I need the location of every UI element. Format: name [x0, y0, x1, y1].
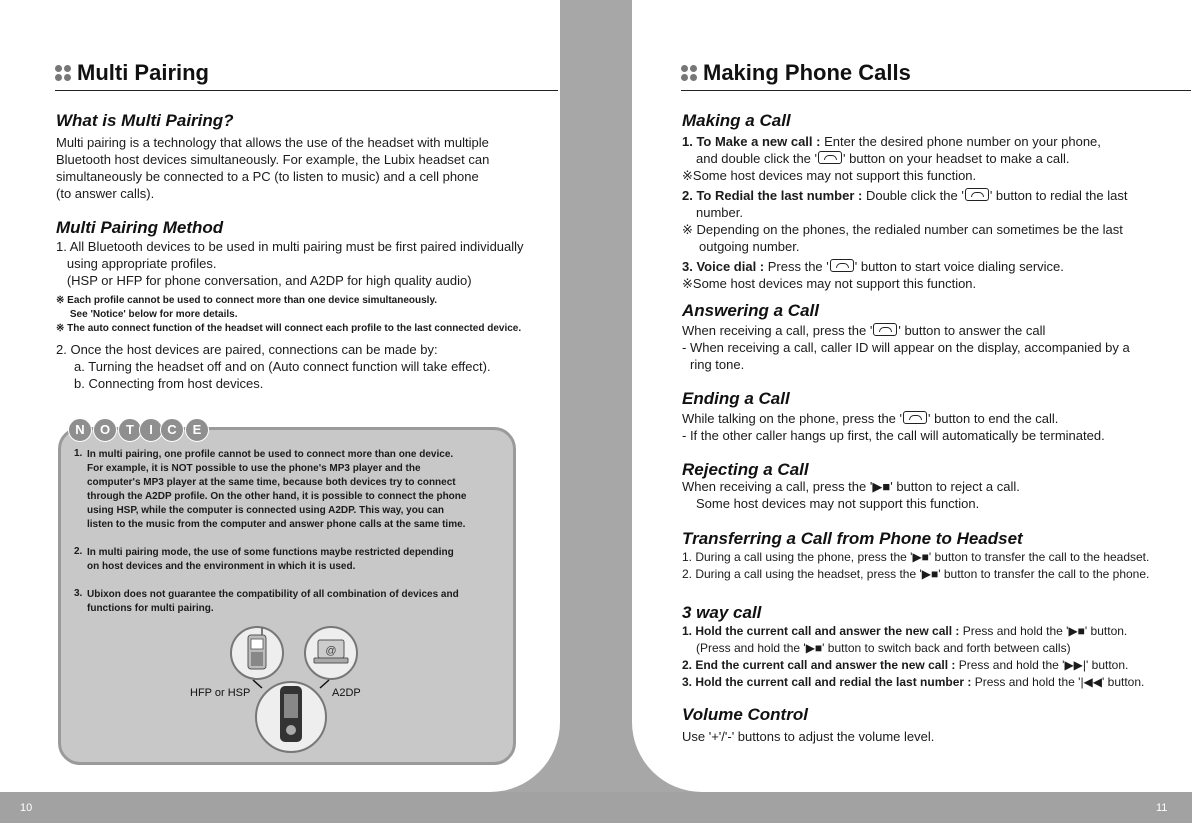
- notice-line: on host devices and the environment in which it is used.: [87, 561, 356, 572]
- reject-line: Some host devices may not support this function.: [696, 496, 980, 511]
- transfer-text: ' button to transfer the call to the phone.: [938, 567, 1150, 581]
- threeway-text: Press and hold the ': [955, 658, 1065, 672]
- notice-line: through the A2DP profile. On the other hand, it is possible to connect the phone: [87, 491, 467, 502]
- call-button-icon: [873, 323, 897, 336]
- transfer-line: [682, 549, 1149, 566]
- make-line-1b: [696, 150, 1070, 167]
- ending-heading: Ending a Call: [682, 389, 790, 408]
- notice-number: 1.: [74, 448, 83, 459]
- left-title-row: [55, 60, 558, 91]
- play-stop-icon: ▶■: [872, 479, 891, 494]
- call-button-icon: [903, 411, 927, 424]
- threeway-label: 2. End the current call and answer the new call :: [682, 658, 956, 672]
- make-line-1: [682, 133, 1101, 150]
- notice-line: In multi pairing mode, the use of some functions maybe restricted depending: [87, 547, 454, 558]
- volume-heading: Volume Control: [682, 705, 808, 724]
- transfer-text: 2. During a call using the headset, press the ': [682, 567, 922, 581]
- threeway-text: ' button.: [1084, 624, 1128, 638]
- notice-letter: C: [160, 418, 184, 442]
- arrow-icon: [320, 680, 329, 688]
- notice-line: listen to the music from the computer and answer phone calls at the same time.: [87, 519, 466, 530]
- make-3-note: ※Some host devices may not support this function.: [682, 276, 977, 291]
- title-dots-icon: [681, 65, 699, 83]
- make-line-3: [682, 258, 1064, 275]
- make-1-label: 1. To Make a new call :: [682, 134, 821, 149]
- threeway-line: [682, 657, 1128, 674]
- volume-line: Use '+'/'-' buttons to adjust the volume level.: [682, 729, 935, 744]
- right-page-title: Making Phone Calls: [703, 60, 911, 85]
- notice-letter: O: [93, 418, 117, 442]
- notice-line: Ubixon does not guarantee the compatibility of all combination of devices and: [87, 589, 459, 600]
- step2-line: a. Turning the headset off and on (Auto connect function will take effect).: [56, 359, 491, 374]
- method-line: 1. All Bluetooth devices to be used in multi pairing must be first paired individually: [56, 239, 524, 254]
- make-2-label: 2. To Redial the last number :: [682, 188, 863, 203]
- reject-text: ' button to reject a call.: [890, 479, 1020, 494]
- threeway-text: ' button to switch back and forth between calls): [822, 641, 1071, 655]
- answer-line: ring tone.: [690, 357, 745, 372]
- make-line-2: [682, 187, 1127, 204]
- multipairing-diagram: [180, 620, 380, 755]
- step2-line: b. Connecting from host devices.: [56, 376, 264, 391]
- profile-note: See 'Notice' below for more details.: [56, 309, 238, 320]
- answer-line: - When receiving a call, caller ID will appear on the display, accompanied by a: [682, 340, 1130, 355]
- next-track-icon: ▶▶|: [1064, 658, 1087, 672]
- notice-letter: T: [118, 418, 142, 442]
- threeway-label: 3. Hold the current call and redial the last number :: [682, 675, 972, 689]
- what-line: simultaneously be connected to a PC (to listen to music) and a cell phone: [56, 169, 479, 184]
- right-title-row: [681, 60, 1191, 91]
- ending-text: ' button to end the call.: [928, 411, 1059, 426]
- ending-line: - If the other caller hangs up first, the call will automatically be terminated.: [682, 428, 1105, 443]
- reject-text: When receiving a call, press the ': [682, 479, 873, 494]
- notice-letter: N: [68, 418, 92, 442]
- make-3-text: Press the ': [764, 259, 829, 274]
- notice-number: 2.: [74, 546, 83, 557]
- play-stop-icon: ▶■: [912, 550, 929, 564]
- make-1-note: ※Some host devices may not support this function.: [682, 168, 977, 183]
- threeway-heading: 3 way call: [682, 603, 762, 622]
- notice-line: functions for multi pairing.: [87, 603, 214, 614]
- step2-line: 2. Once the host devices are paired, connections can be made by:: [56, 342, 438, 357]
- making-heading: Making a Call: [682, 111, 791, 130]
- play-stop-icon: ▶■: [921, 567, 939, 581]
- threeway-text: Press and hold the ': [959, 624, 1069, 638]
- threeway-line: [696, 640, 1071, 657]
- make-3-text: ' button to start voice dialing service.: [854, 259, 1064, 274]
- ending-line: [682, 410, 1058, 427]
- make-2-line-b: number.: [696, 205, 743, 220]
- a2dp-label: A2DP: [332, 687, 361, 699]
- left-page-title: Multi Pairing: [77, 60, 209, 85]
- profile-note: ※ The auto connect function of the headset will connect each profile to the last connected device.: [56, 323, 522, 334]
- threeway-text: Press and hold the ': [971, 675, 1081, 689]
- call-button-icon: [830, 259, 854, 272]
- method-heading: Multi Pairing Method: [56, 218, 224, 237]
- threeway-text: ' button.: [1102, 675, 1145, 689]
- threeway-text: (Press and hold the ': [696, 641, 806, 655]
- make-1-text: Enter the desired phone number on your phone,: [820, 134, 1101, 149]
- transfer-text: ' button to transfer the call to the headset.: [928, 550, 1150, 564]
- notice-letter: I: [139, 418, 163, 442]
- transfer-heading: Transferring a Call from Phone to Headset: [682, 529, 1023, 548]
- notice-line: For example, it is NOT possible to use the phone's MP3 player and the: [87, 463, 421, 474]
- phone-icon: [231, 627, 283, 679]
- threeway-line: [682, 674, 1144, 691]
- answer-line: [682, 322, 1045, 339]
- make-2-text: Double click the ': [862, 188, 964, 203]
- arrow-icon: [253, 680, 262, 688]
- make-2-note: ※ Depending on the phones, the redialed number can sometimes be the last: [682, 222, 1123, 237]
- transfer-line: [682, 566, 1149, 583]
- footer-bar: [0, 792, 1192, 823]
- threeway-text: ' button.: [1086, 658, 1129, 672]
- what-line: Bluetooth host devices simultaneously. For example, the Lubix headset can: [56, 152, 490, 167]
- method-line: (HSP or HFP for phone conversation, and A2DP for high quality audio): [56, 273, 472, 288]
- laptop-at-symbol: @: [325, 645, 337, 657]
- ending-text: While talking on the phone, press the ': [682, 411, 903, 426]
- reject-line: [682, 478, 1020, 495]
- play-stop-icon: ▶■: [805, 641, 823, 655]
- what-line: Multi pairing is a technology that allows the use of the headset with multiple: [56, 135, 489, 150]
- threeway-label: 1. Hold the current call and answer the new call :: [682, 624, 960, 638]
- make-2-text: ' button to redial the last: [989, 188, 1128, 203]
- call-button-icon: [818, 151, 842, 164]
- make-3-label: 3. Voice dial :: [682, 259, 765, 274]
- play-stop-icon: ▶■: [1068, 624, 1085, 638]
- answer-text: ' button to answer the call: [898, 323, 1046, 338]
- page-number-left: 10: [20, 802, 33, 814]
- answer-text: When receiving a call, press the ': [682, 323, 873, 338]
- reject-heading: Rejecting a Call: [682, 460, 809, 479]
- prev-track-icon: |◀◀: [1080, 675, 1103, 689]
- what-line: (to answer calls).: [56, 186, 155, 201]
- page-number-right: 11: [1156, 802, 1168, 814]
- make-1-text: ' button on your headset to make a call.: [843, 151, 1070, 166]
- profile-note: ※ Each profile cannot be used to connect more than one device simultaneously.: [56, 295, 438, 306]
- threeway-line: [682, 623, 1127, 640]
- notice-line: In multi pairing, one profile cannot be used to connect more than one device.: [87, 449, 454, 460]
- notice-line: computer's MP3 player at the same time, because both devices try to connect: [87, 477, 456, 488]
- what-heading: What is Multi Pairing?: [56, 111, 234, 130]
- make-1-text: and double click the ': [696, 151, 818, 166]
- method-line: using appropriate profiles.: [56, 256, 217, 271]
- notice-number: 3.: [74, 588, 83, 599]
- notice-line: using HSP, while the computer is connected using A2DP. This way, you can: [87, 505, 444, 516]
- transfer-text: 1. During a call using the phone, press the ': [682, 550, 913, 564]
- make-2-note: outgoing number.: [699, 239, 800, 254]
- answer-heading: Answering a Call: [682, 301, 819, 320]
- hfp-hsp-label: HFP or HSP: [190, 687, 251, 699]
- call-button-icon: [965, 188, 989, 201]
- headset-device-icon: [256, 682, 326, 752]
- title-dots-icon: [55, 65, 73, 83]
- notice-letter: E: [185, 418, 209, 442]
